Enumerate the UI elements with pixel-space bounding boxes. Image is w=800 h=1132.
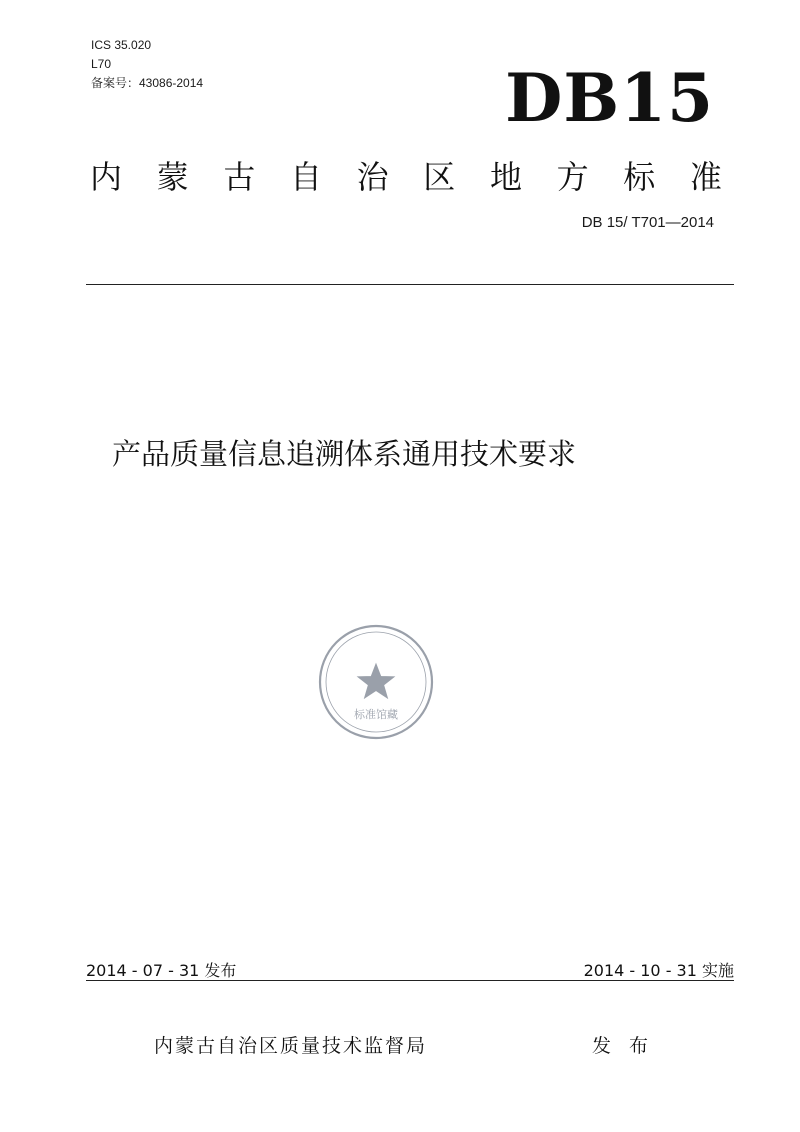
filing-number: 备案号：43086-2014 — [91, 76, 204, 90]
standard-type-char: 准 — [689, 158, 722, 196]
publish-label: 发 布 — [592, 1035, 655, 1057]
db-code-logo: DB15 — [505, 59, 714, 137]
standard-type-char: 区 — [423, 158, 456, 196]
header-divider — [86, 284, 734, 285]
standard-type-char: 自 — [289, 158, 322, 196]
standard-number: DB 15/ T701—2014 — [581, 214, 714, 231]
ccs-code: L70 — [91, 57, 112, 71]
document-title: 产品质量信息追溯体系通用技术要求 — [112, 437, 577, 471]
standard-type-char: 古 — [223, 158, 256, 196]
classification-block — [91, 36, 203, 93]
ics-code: ICS 35.020 — [91, 38, 152, 52]
standard-type-char: 方 — [556, 158, 589, 196]
standard-type-char: 治 — [356, 158, 389, 196]
implementation-date: 2014 - 10 - 31 实施 — [583, 961, 734, 980]
standard-type-char: 蒙 — [156, 158, 189, 196]
standard-type-char: 内 — [90, 158, 123, 196]
standard-type-heading — [90, 150, 722, 200]
svg-text:标准馆藏: 标准馆藏 — [354, 708, 398, 721]
publisher-name: 内蒙古自治区质量技术监督局 — [154, 1035, 428, 1057]
standard-type-char: 地 — [489, 158, 522, 196]
standard-type-char: 标 — [623, 158, 656, 196]
footer-divider — [86, 980, 734, 981]
issue-date: 2014 - 07 - 31 发布 — [86, 961, 237, 980]
library-seal-stamp — [316, 622, 436, 742]
